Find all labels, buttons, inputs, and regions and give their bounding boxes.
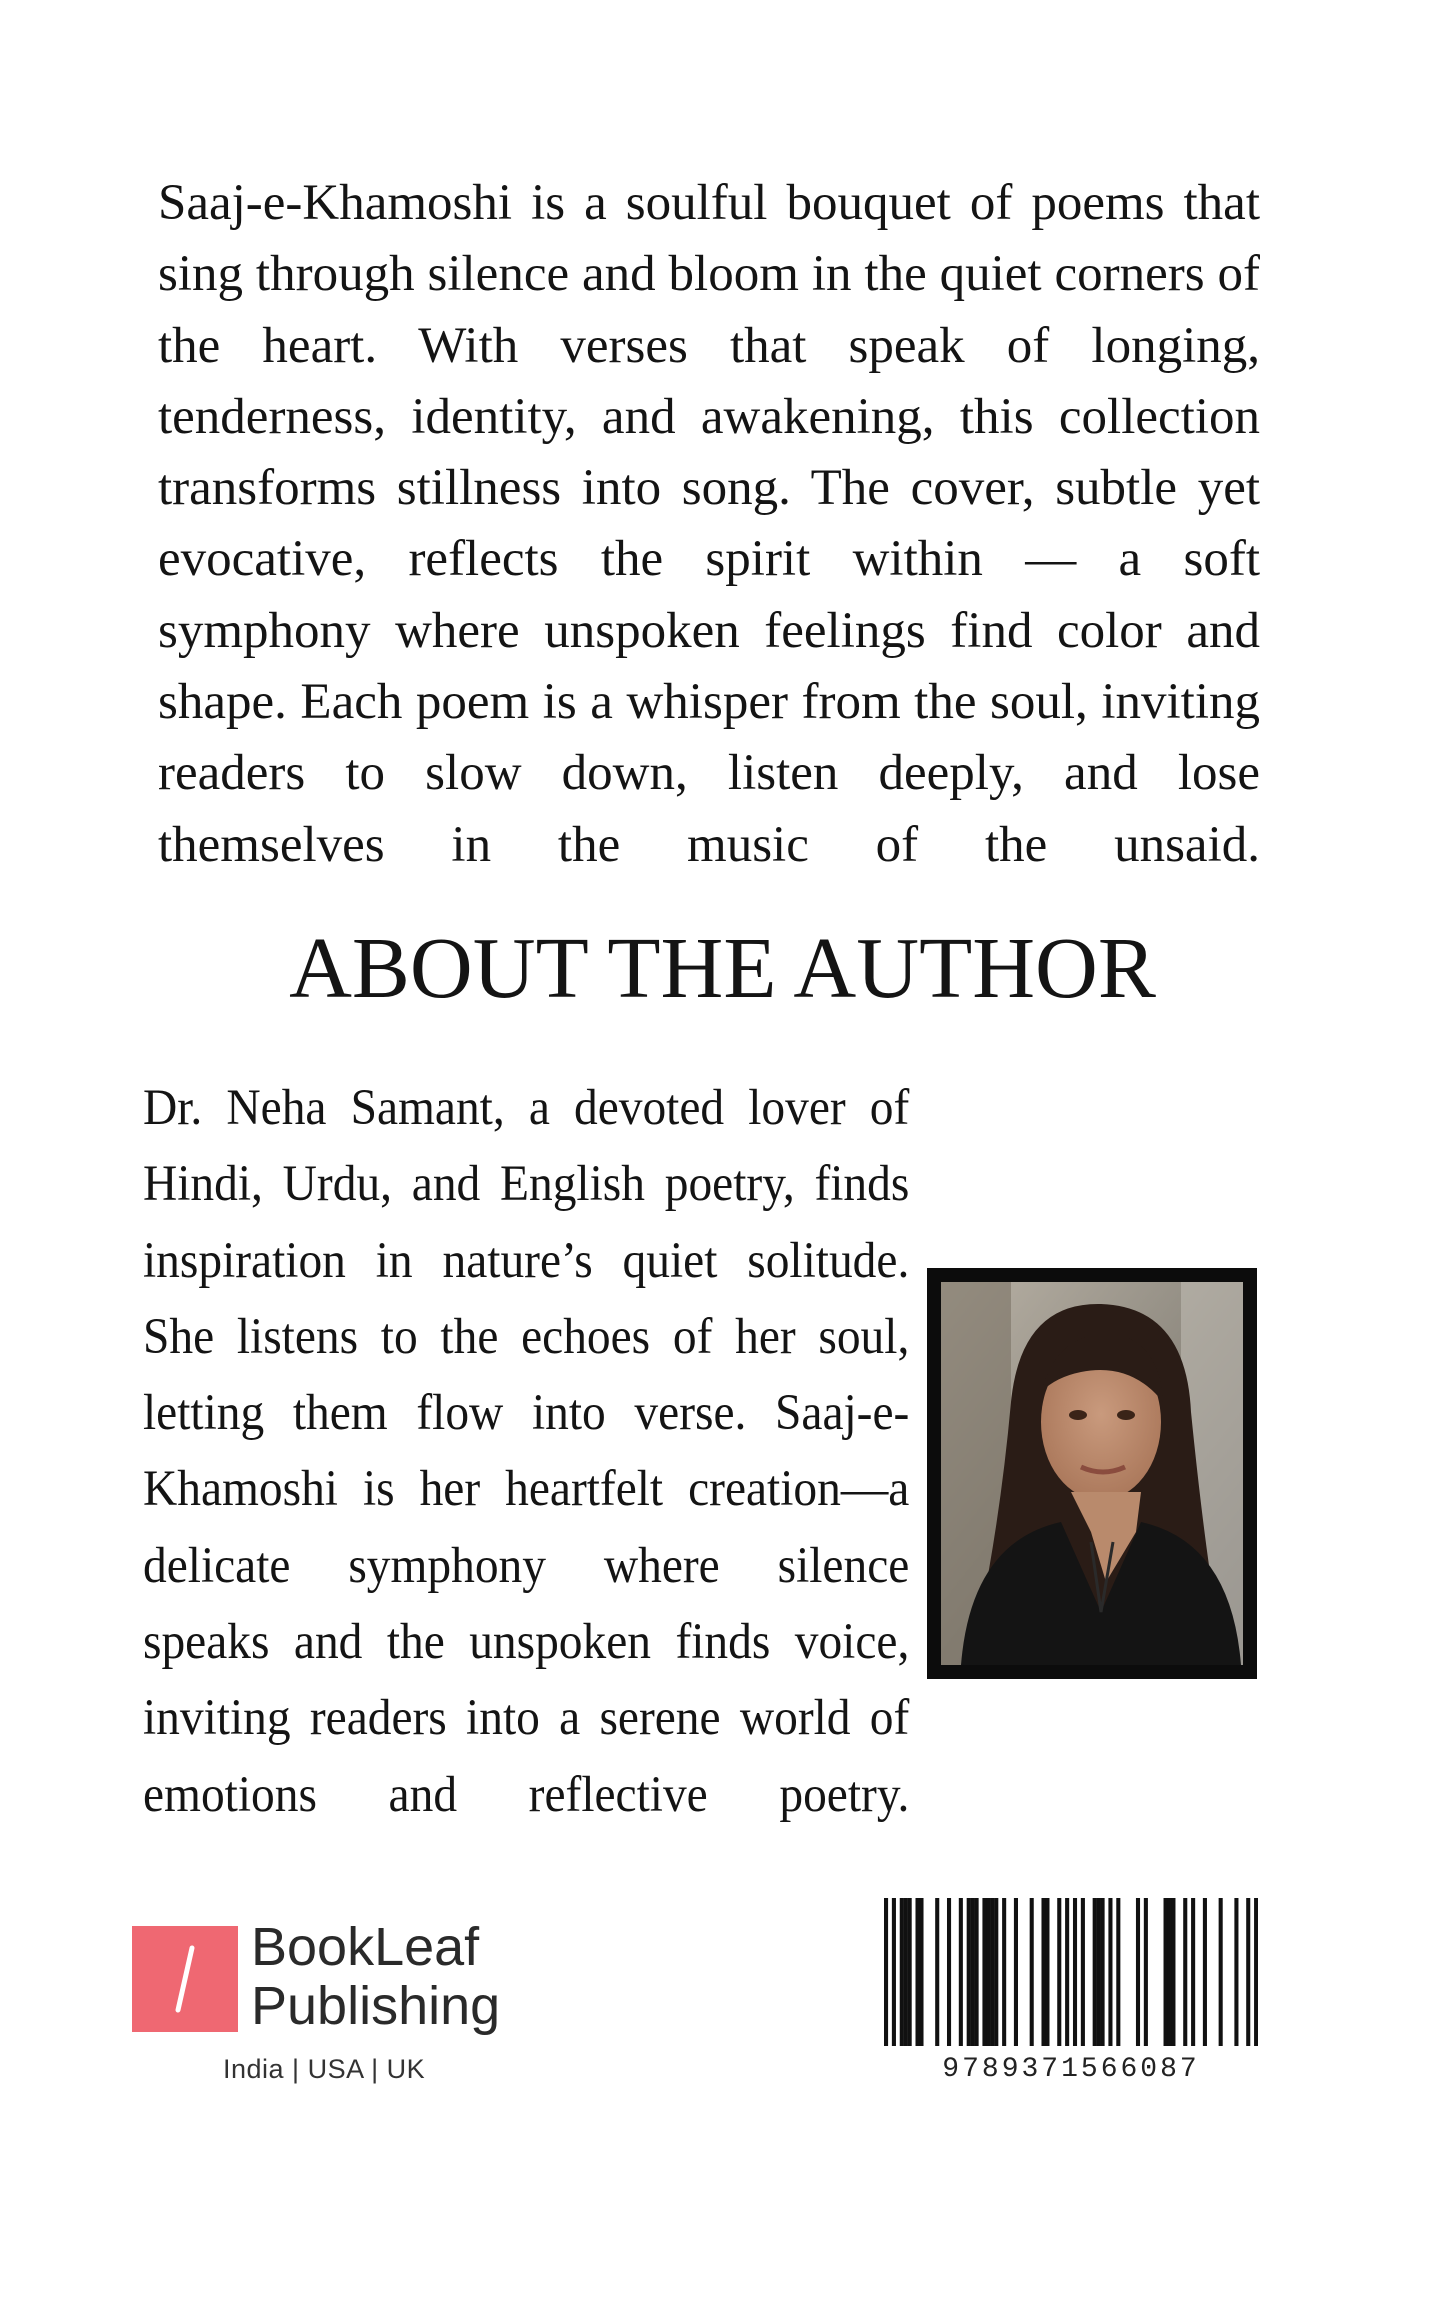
barcode-bar	[892, 1898, 896, 2046]
barcode-bar	[1234, 1898, 1238, 2046]
barcode-bar	[1116, 1898, 1120, 2046]
barcode-bar	[1183, 1898, 1187, 2046]
barcode-bar	[1164, 1898, 1168, 2046]
barcode-bar	[1254, 1898, 1258, 2046]
barcode-bar	[1041, 1898, 1045, 2046]
publisher-logo	[132, 1926, 238, 2032]
isbn-number: 9789371566087	[942, 2054, 1200, 2085]
book-blurb: Saaj-e-Khamoshi is a soulful bouquet of poems that sing through silence and bloom in the quiet corners of the heart. With verses that speak of longing, tenderness, identity, and awakening, this collection transforms stillness into song. The cover, subtle yet evocative, reflects the spirit within — a soft symphony where unspoken feelings find color and shape. Each poem is a whisper from the soul, inviting readers to slow down, listen deeply, and lose themselves in the music of the unsaid.	[158, 175, 1260, 873]
about-author-heading: ABOUT THE AUTHOR	[289, 919, 1156, 1016]
barcode-bar	[884, 1898, 888, 2046]
slash-icon	[132, 1926, 238, 2032]
barcode-bar	[908, 1898, 912, 2046]
barcode-bar	[1057, 1898, 1061, 2046]
author-portrait-image	[941, 1282, 1243, 1665]
barcode-bar	[1219, 1898, 1223, 2046]
author-bio: Dr. Neha Samant, a devoted lover of Hindi, Urdu, and English poetry, finds inspiration in nature’s quiet solitude. She listens to the echoes of her soul, letting them flow into verse. Saaj-e-Khamoshi is her heartfelt creation—a delicate symphony where silence speaks and the unspoken finds voice, inviting readers into a serene world of emotions and reflective poetry.	[143, 1080, 910, 1823]
barcode-bar	[1081, 1898, 1085, 2046]
barcode-bar	[1097, 1898, 1101, 2046]
barcode-bar	[1065, 1898, 1069, 2046]
barcode-bar	[1191, 1898, 1195, 2046]
barcode-bar	[959, 1898, 963, 2046]
barcode-bar	[935, 1898, 939, 2046]
barcode-bar	[971, 1898, 975, 2046]
barcode-bar	[994, 1898, 998, 2046]
publisher-regions: India | USA | UK	[223, 2054, 426, 2084]
barcode-bar	[986, 1898, 990, 2046]
barcode-bar	[1108, 1898, 1112, 2046]
barcode-bar	[1167, 1898, 1171, 2046]
isbn-barcode	[884, 1898, 1258, 2046]
publisher-name-line1: BookLeaf	[251, 1917, 480, 1977]
barcode-bar	[982, 1898, 986, 2046]
barcode-bar	[990, 1898, 994, 2046]
barcode-bar	[975, 1898, 979, 2046]
barcode-bar	[1246, 1898, 1250, 2046]
barcode-bar	[1093, 1898, 1097, 2046]
barcode-bar	[1101, 1898, 1105, 2046]
barcode-bar	[1002, 1898, 1006, 2046]
barcode-bar	[1144, 1898, 1148, 2046]
barcode-bar	[915, 1898, 919, 2046]
barcode-bar	[967, 1898, 971, 2046]
barcode-bar	[900, 1898, 904, 2046]
barcode-bar	[919, 1898, 923, 2046]
publisher-name-line2: Publishing	[251, 1976, 501, 2036]
barcode-bar	[1014, 1898, 1018, 2046]
barcode-bar	[904, 1898, 908, 2046]
barcode-bar	[1203, 1898, 1207, 2046]
barcode-bar	[1171, 1898, 1175, 2046]
barcode-bar	[1030, 1898, 1034, 2046]
author-photo	[927, 1268, 1257, 1679]
barcode-bar	[1045, 1898, 1049, 2046]
barcode-bar	[947, 1898, 951, 2046]
barcode-bar	[1073, 1898, 1077, 2046]
publisher-name	[251, 1918, 500, 2036]
barcode-bar	[1136, 1898, 1140, 2046]
